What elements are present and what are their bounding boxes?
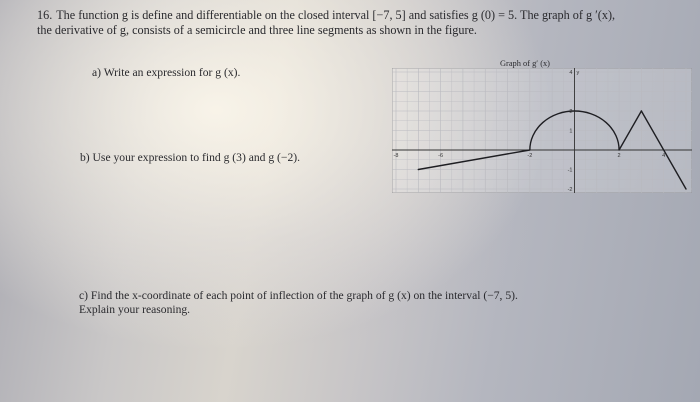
y-tick-label: -2 (567, 187, 573, 193)
x-tick-label: -2 (527, 153, 533, 159)
part-a-prompt: a) Write an expression for g (x). (92, 66, 241, 79)
x-tick-label: -6 (438, 153, 444, 159)
problem-line-1 (37, 8, 615, 23)
x-tick-label: 4 (662, 153, 666, 159)
y-axis-mark: y (576, 70, 580, 76)
problem-statement (37, 8, 615, 38)
x-tick-label: -8 (393, 153, 399, 159)
y-tick-label: 4 (569, 70, 573, 76)
part-c-prompt-line-1: c) Find the x-coordinate of each point of inflection of the graph of g (x) on the interval (−7, 5). (79, 289, 518, 302)
problem-number: 16. (37, 8, 53, 22)
y-tick-label: -1 (567, 167, 573, 174)
x-tick-label: 2 (617, 153, 621, 159)
problem-text-line-1: The function g is define and differentiable on the closed interval [−7, 5] and satisfies g (0) = 5. The graph of g ′(x), (56, 8, 616, 22)
y-tick-label: 2 (569, 109, 573, 115)
graph-title: Graph of g′ (x) (500, 59, 550, 68)
part-b-prompt: b) Use your expression to find g (3) and g (−2). (80, 151, 301, 164)
part-c-prompt-line-2: Explain your reasoning. (79, 303, 191, 316)
y-tick-label: 1 (569, 128, 573, 135)
problem-text-line-2: the derivative of g, consists of a semicircle and three line segments as shown in the figure. (37, 23, 477, 37)
derivative-graph (392, 68, 692, 193)
